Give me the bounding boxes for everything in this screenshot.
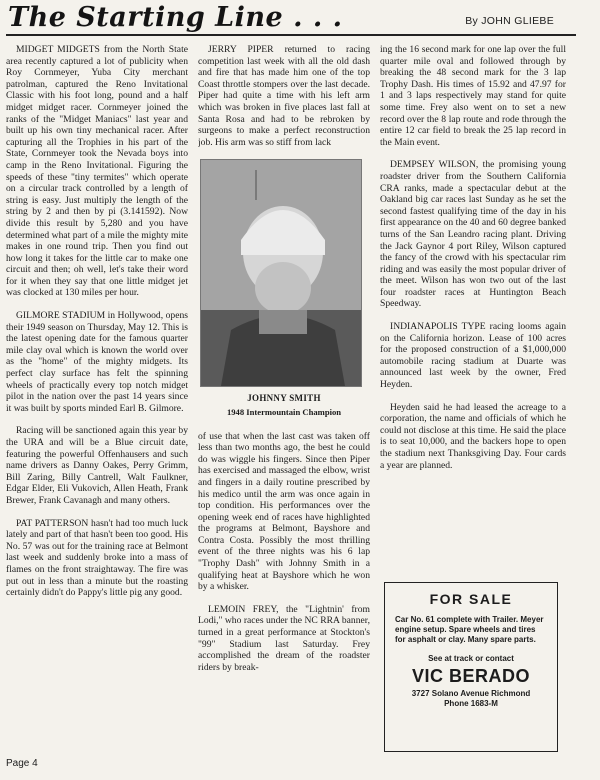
article-paragraph: DEMPSEY WILSON, the promising young roadster driver from the Southern California CRA ranks, made a spectacular debut at the Oakland big car races last Sunday as he set the second fastest qualifying time of the day in his first appearance on the 40 and 60 degree banked turns of the San Leandro racing plant. Driving the Jack Gaynor 4 port Riley, Wilson captured the fancy of the crowd with his spectacular rim riding and was easily the most popular driver of the meet. Wilson has won two out of the last four roadster races at Huntington Beach Speedway. xyxy=(380,159,566,310)
for-sale-ad xyxy=(384,582,558,752)
article-paragraph: Heyden said he had leased the acreage to a corporation, the name and officials of which he could not disclose at this time. He said the place is to seat 10,000, and the backers hope to open the stadium next Thanksgiving Day. Four cards a year are planned. xyxy=(380,401,566,471)
byline: By JOHN GLIEBE xyxy=(465,15,554,27)
driver-portrait-image xyxy=(201,160,361,386)
ad-contact-line: See at track or contact xyxy=(428,654,514,663)
ad-address: 3727 Solano Avenue Richmond xyxy=(411,689,531,698)
header-rule xyxy=(6,34,576,36)
article-paragraph: of use that when the last cast was taken off less than two months ago, the best he could do was wiggle his fingers. Since then Piper has exercised and massaged the elbow, wrist and fingers in a daily routine prescribed by his medico until the arm was once again in top condition. His performances over the opening week end of races have highlighted the programs at Belmont, Bayshore and Contra Costa. Possibly the most thrilling event of the three nights was his 6 lap "Trophy Dash" with Johnny Smith in a qualifying heat at Bayshore which he won by a whisker. xyxy=(198,430,370,593)
article-paragraph: MIDGET MIDGETS from the North State area recently captured a lot of publicity when Roy Cornmeyer, Yuba City merchant patrolman, captured the Reno Invitational Classic with his foot long, pound and a half midget midget racer. Cornmeyer joined the ranks of the "Midget Maniacs" last year and built up his own tiny mechanical racer. After capturing all the Trophies in his part of the State, Cornmeyer took the Nevada boys into camp in the Reno Invitational. Figuring the speeds of these "tiny termites" which operate on a circular track controlled by a length of string is easy. Just multiply the length of the string by 2 and then by pi (3.141592). Now divide this result by 5,280 and you have determined what part of a mile the mighty mite makes in one round trip. Then you find out how long it takes for the little car to make one circuit and then; oh well, let's take their word for it when they say that one little midget jet was clocked at 130 miles per hour. xyxy=(6,44,188,299)
ad-heading: FOR SALE xyxy=(429,591,513,607)
photo-figure xyxy=(198,159,370,418)
column-2 xyxy=(198,44,370,756)
photo-caption-subtitle: 1948 Intermountain Champion xyxy=(226,406,342,417)
article-paragraph: ing the 16 second mark for one lap over the full quarter mile oval and followed through by breaking the 48 second mark for the 3 lap Trophy Dash. His times of 15.92 and 47.97 for 1 and 3 laps respectively may stand for quite some time. Frey also went on to set a new record over the 8 lap route and rode through the entire 12 car field to break the 25 lap record in the Main event. xyxy=(380,44,566,148)
page-number: Page 4 xyxy=(6,758,38,769)
photo-caption-name: JOHNNY SMITH xyxy=(247,393,321,404)
driver-photo xyxy=(200,159,362,387)
ad-phone: Phone 1683-M xyxy=(444,699,498,708)
article-paragraph: GILMORE STADIUM in Hollywood, opens their 1949 season on Thursday, May 12. This is the latest opening date for the famous quarter mile clay oval which is known the world over as the "home" of the mighty midgets. Its perfect clay surface has felt the spinning wheels of practically every top notch midget pilot in the nation over the past 14 years since it was built by sports minded Earl B. Gilmore. xyxy=(6,310,188,414)
ad-seller-name: VIC BERADO xyxy=(411,666,530,686)
column-1 xyxy=(6,44,188,756)
column-title: The Starting Line . . . xyxy=(8,2,343,33)
article-paragraph: JERRY PIPER returned to racing competition last week with all the old dash and fire that has made him one of the top Coast throttle stompers over the last decade. Piper had quite a time with his left arm which was broken in five places last fall at Santa Rosa and had to be rebroken by surgeons to make a perfect reconstruction job. His arm was so stiff from lack xyxy=(198,44,370,148)
article-paragraph: Racing will be sanctioned again this year by the URA and will be a Blue circuit date, featuring the powerful Offenhausers and such name drivers as Danny Oakes, Perry Grimm, Bill Zaring, Billy Cantrell, Walt Faulkner, Edgar Elder, Eli Vukovich, Allen Heath, Frank Brewer, Frank Cavanagh and many others. xyxy=(6,425,188,506)
article-paragraph: PAT PATTERSON hasn't had too much luck lately and part of that hasn't been too good. His No. 57 was out for the training race at Belmont last week and suddenly broke into a mass of flames on the front straightaway. The fire was put out in less than a minute but the roasting certainly didn't do Pappy's little pig any good. xyxy=(6,517,188,599)
ad-body: Car No. 61 complete with Trailer. Meyer engine setup. Spare wheels and tires for asphalt or clay. Many spare parts. xyxy=(395,615,544,644)
article-paragraph: LEMOIN FREY, the "Lightnin' from Lodi," who races under the NC RRA banner, turned in a great performance at Stockton's "99" Stadium last Saturday. Frey accomplished the dream of the roadster riders by break- xyxy=(198,603,370,673)
article-paragraph: INDIANAPOLIS TYPE racing looms again on the California horizon. Lease of 100 acres for the proposed construction of a $1,000,000 automobile racing stadium at Duarte was announced last week by the owner, Fred Heyden. xyxy=(380,321,566,391)
